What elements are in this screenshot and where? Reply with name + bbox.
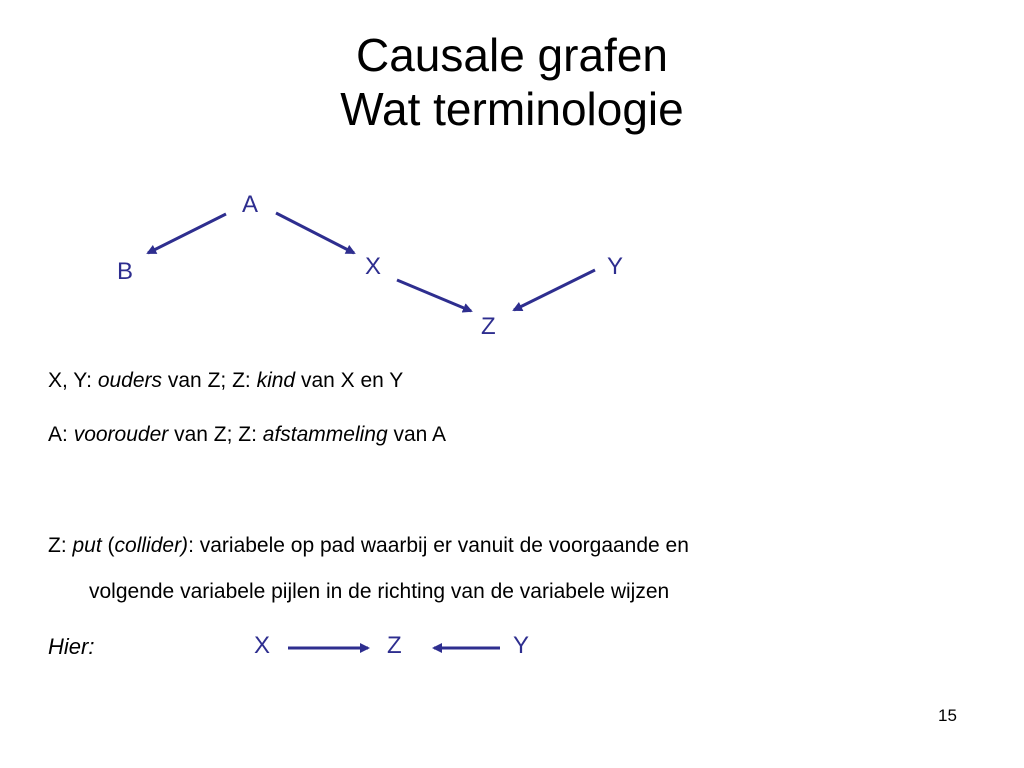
text-segment: van Z; Z:	[168, 423, 263, 446]
term-voorouder: voorouder	[73, 423, 169, 446]
edge-a-b	[148, 214, 226, 253]
text-line-collider-cont: volgende variabele pijlen in de richting van de variabele wijzen	[89, 580, 670, 603]
title-line-1: Causale grafen	[356, 29, 668, 81]
text-segment: van X en Y	[295, 369, 404, 392]
title-line-2: Wat terminologie	[340, 83, 684, 135]
node-a: A	[242, 191, 259, 218]
example-node-z: Z	[387, 632, 402, 659]
text-line-collider	[48, 532, 689, 560]
example-label: Hier:	[48, 634, 95, 659]
example-node-x: X	[254, 632, 271, 659]
node-y: Y	[607, 253, 624, 280]
node-b: B	[117, 258, 134, 285]
example-node-y: Y	[513, 632, 530, 659]
term-put: put	[72, 534, 102, 557]
text-segment: van Z; Z:	[162, 369, 257, 392]
text-line-ancestors	[48, 421, 446, 449]
edge-a-x	[276, 213, 354, 253]
text-segment: A:	[48, 423, 74, 446]
term-kind: kind	[256, 369, 296, 392]
text-segment: : variabele op pad waarbij er vanuit de voorgaande en	[188, 534, 689, 557]
text-line-parents	[48, 367, 403, 395]
node-x: X	[365, 253, 382, 280]
edge-y-z	[514, 270, 595, 310]
node-z: Z	[481, 313, 496, 340]
text-segment: van A	[387, 423, 447, 446]
term-collider: collider)	[114, 534, 189, 557]
page-number: 15	[938, 706, 957, 725]
text-segment: (	[101, 534, 115, 557]
term-afstammeling: afstammeling	[262, 423, 388, 446]
text-segment: Z:	[48, 534, 73, 557]
edge-x-z	[397, 280, 471, 311]
text-segment: X, Y:	[48, 369, 98, 392]
term-ouders: ouders	[97, 369, 163, 392]
